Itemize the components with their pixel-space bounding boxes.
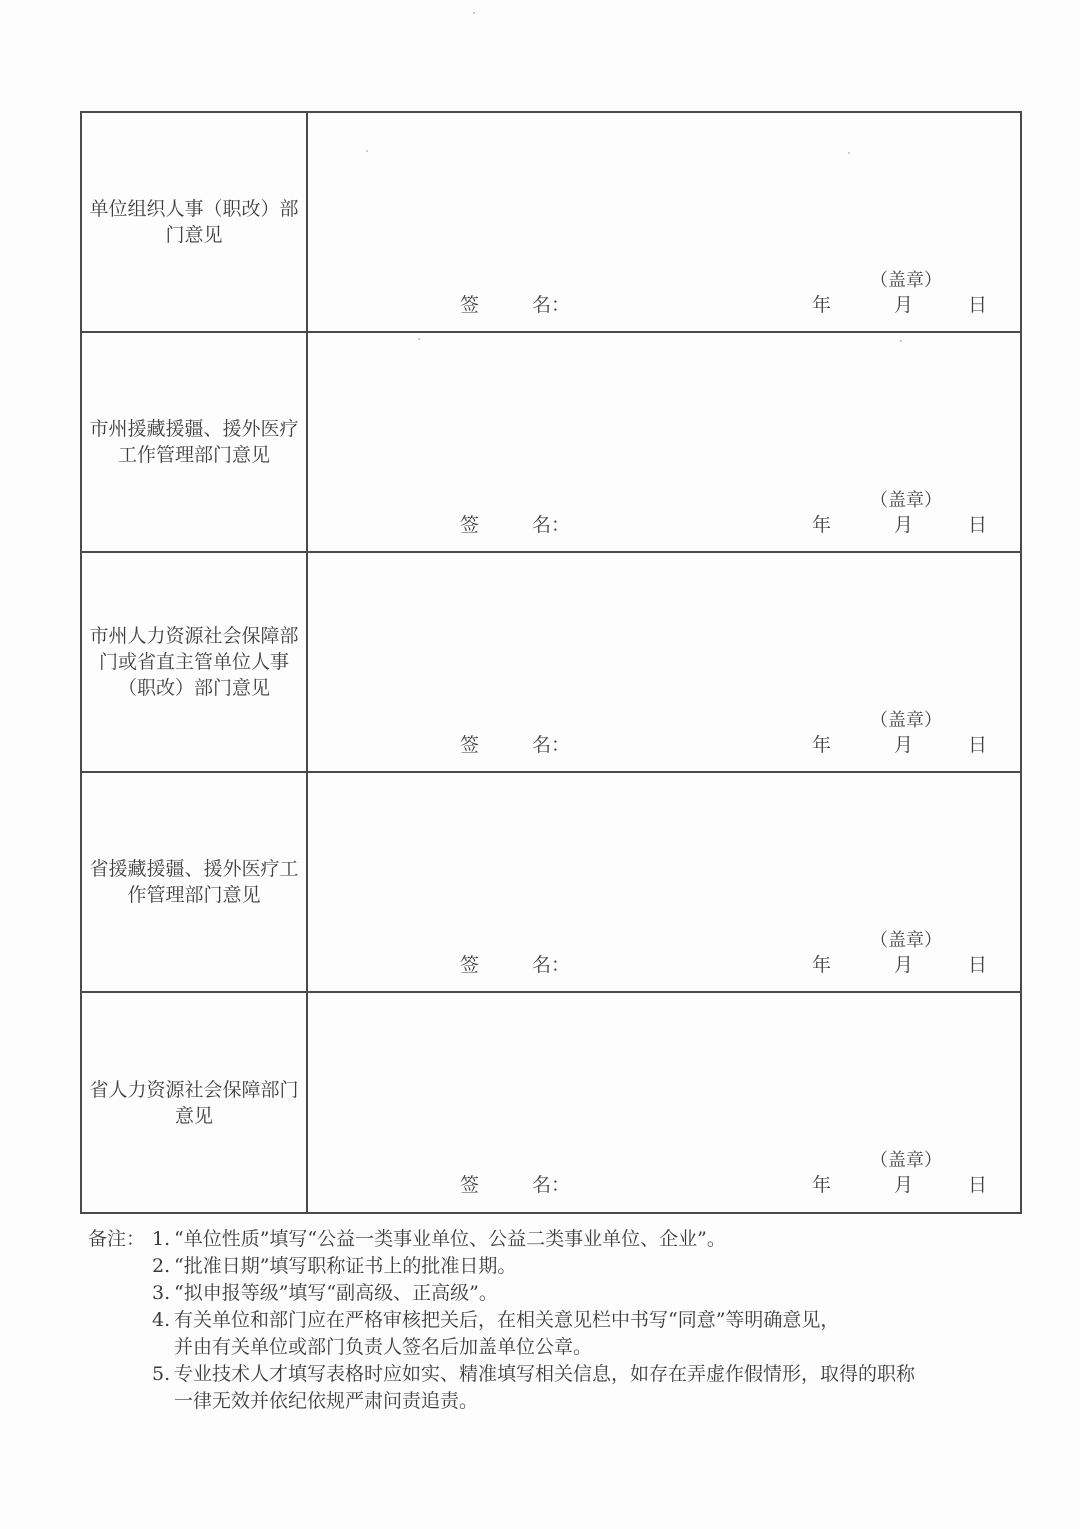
- date-day-label: 日: [968, 734, 988, 756]
- note-item-4: [88, 1307, 1038, 1334]
- note-number: 5.: [152, 1363, 171, 1385]
- row-label-cell: [82, 333, 308, 551]
- date-day-label: 日: [968, 294, 988, 316]
- seal-label: （盖章）: [870, 490, 942, 511]
- date-year-label: 年: [812, 734, 832, 756]
- note-item-1: [88, 1226, 1038, 1253]
- signature-date-line: [308, 510, 1020, 536]
- note-number: 4.: [152, 1309, 171, 1331]
- date-day-label: 日: [968, 954, 988, 976]
- row-label-text: 市州援藏援疆、援外医疗工作管理部门意见: [89, 418, 299, 466]
- date-month-label: 月: [894, 734, 914, 756]
- notes-section: [88, 1226, 1038, 1415]
- signature-date-line: [308, 950, 1020, 976]
- row-label-text: 单位组织人事（职改）部门意见: [89, 198, 299, 246]
- date-year-label: 年: [812, 954, 832, 976]
- note-text: 专业技术人才填写表格时应如实、精准填写相关信息，如存在弄虚作假情形，取得的职称: [174, 1363, 916, 1385]
- approval-row-city-aid-medical: [82, 333, 1020, 553]
- row-label-cell: [82, 113, 308, 331]
- date-month-label: 月: [894, 1174, 914, 1196]
- scan-speck: [366, 150, 368, 152]
- opinion-field[interactable]: [308, 333, 1020, 551]
- scan-speck: [900, 340, 902, 342]
- signature-label-char2: 名：: [532, 1174, 571, 1196]
- note-number: 2.: [152, 1255, 171, 1277]
- date-year-label: 年: [812, 514, 832, 536]
- note-item-5-continuation: [88, 1388, 1038, 1415]
- signature-label-char1: 签: [460, 954, 480, 976]
- row-label-text: 市州人力资源社会保障部门或省直主管单位人事（职改）部门意见: [89, 625, 299, 699]
- date-month-label: 月: [894, 514, 914, 536]
- row-label-text: 省援藏援疆、援外医疗工作管理部门意见: [89, 858, 299, 906]
- opinion-field[interactable]: [308, 553, 1020, 771]
- signature-label-char1: 签: [460, 734, 480, 756]
- seal-label: （盖章）: [870, 270, 942, 291]
- approval-row-city-hrss: [82, 553, 1020, 773]
- approval-opinion-table: [80, 111, 1022, 1214]
- opinion-field[interactable]: [308, 113, 1020, 331]
- note-text-continuation: 一律无效并依纪依规严肃问责追责。: [174, 1390, 479, 1412]
- note-item-5: [88, 1361, 1038, 1388]
- signature-label-char1: 签: [460, 294, 480, 316]
- seal-label: （盖章）: [870, 930, 942, 951]
- note-text: 有关单位和部门应在严格审核把关后，在相关意见栏中书写“同意”等明确意见，: [174, 1309, 840, 1331]
- signature-date-line: [308, 290, 1020, 316]
- opinion-field[interactable]: [308, 993, 1020, 1212]
- note-text: “批准日期”填写职称证书上的批准日期。: [174, 1255, 517, 1277]
- signature-label-char2: 名：: [532, 294, 571, 316]
- date-day-label: 日: [968, 1174, 988, 1196]
- opinion-field[interactable]: [308, 773, 1020, 991]
- row-label-text: 省人力资源社会保障部门意见: [89, 1078, 299, 1127]
- seal-label: （盖章）: [870, 1150, 942, 1171]
- date-year-label: 年: [812, 1174, 832, 1196]
- signature-label-char2: 名：: [532, 514, 571, 536]
- approval-row-province-aid-medical: [82, 773, 1020, 993]
- signature-date-line: [308, 730, 1020, 756]
- note-item-3: [88, 1280, 1038, 1307]
- date-month-label: 月: [894, 954, 914, 976]
- scan-speck: [473, 12, 475, 14]
- note-number: 3.: [152, 1282, 171, 1304]
- note-item-2: [88, 1253, 1038, 1280]
- seal-label: （盖章）: [870, 710, 942, 731]
- notes-prefix: 备注：: [88, 1228, 146, 1250]
- row-label-cell: [82, 553, 308, 771]
- approval-row-province-hrss: [82, 993, 1020, 1212]
- scan-speck: [848, 152, 850, 154]
- approval-row-unit-hr: [82, 113, 1020, 333]
- note-text-continuation: 并由有关单位或部门负责人签名后加盖单位公章。: [174, 1336, 593, 1358]
- signature-label-char2: 名：: [532, 734, 571, 756]
- date-year-label: 年: [812, 294, 832, 316]
- date-day-label: 日: [968, 514, 988, 536]
- signature-label-char2: 名：: [532, 954, 571, 976]
- signature-label-char1: 签: [460, 514, 480, 536]
- note-number: 1.: [152, 1228, 171, 1250]
- signature-label-char1: 签: [460, 1174, 480, 1196]
- note-text: “单位性质”填写“公益一类事业单位、公益二类事业单位、企业”。: [174, 1228, 726, 1250]
- note-text: “拟申报等级”填写“副高级、正高级”。: [174, 1282, 498, 1304]
- note-item-4-continuation: [88, 1334, 1038, 1361]
- date-month-label: 月: [894, 294, 914, 316]
- signature-date-line: [308, 1170, 1020, 1196]
- row-label-cell: [82, 993, 308, 1212]
- row-label-cell: [82, 773, 308, 991]
- scan-speck: [418, 338, 420, 340]
